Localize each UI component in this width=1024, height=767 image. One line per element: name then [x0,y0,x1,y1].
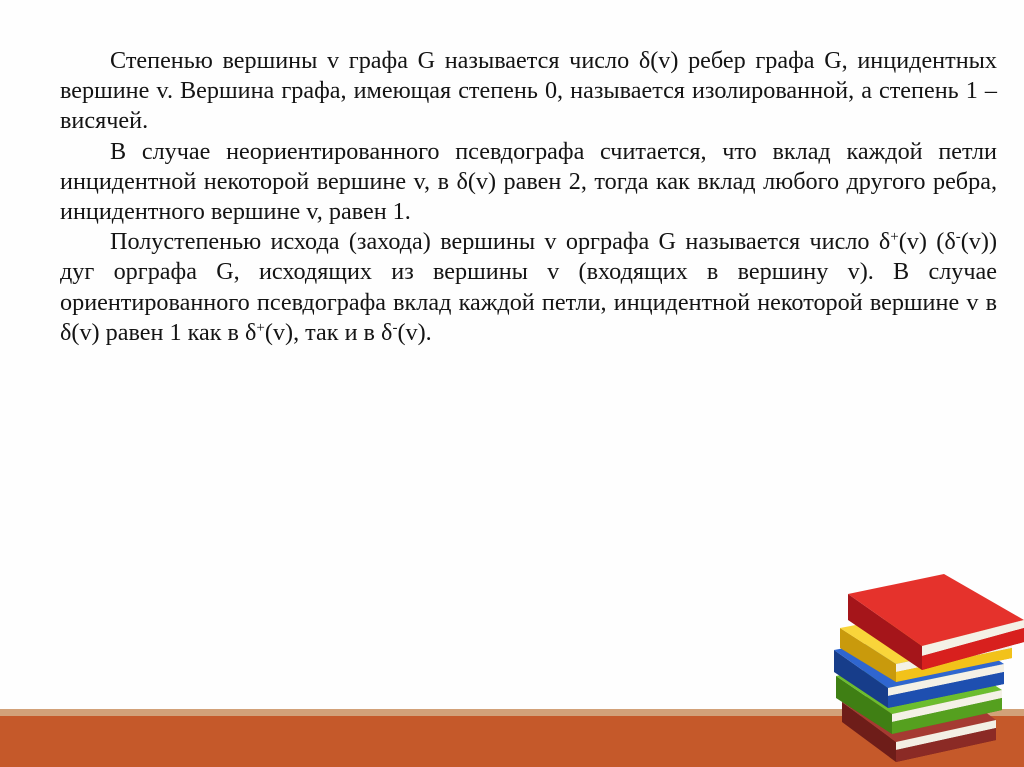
paragraph-3-text-4: (v), так и в δ [264,318,393,346]
superscript-minus: - [392,319,398,336]
paragraph-3-text-5: (v). [397,318,432,346]
body-text [60,46,997,348]
superscript-plus: + [890,228,899,245]
superscript-minus: - [955,228,961,245]
paragraph-2 [60,137,997,228]
paragraph-2-text: В случае неориентированного псевдографа считается, что вклад каждой петли инцидентной некоторой вершине v, в δ(v) равен 2, тогда как вклад любого другого ребра, инцидентного вершине v, равен 1. [60,137,997,226]
paragraph-1 [60,46,997,137]
paragraph-3-text-3: (v)) дуг орграфа G, исходящих из вершины v (входящих в вершину v). В случае ориентированного псевдографа вклад каждой петли, инцидентной некоторой вершине v в δ(v) равен 1 как в δ [60,228,998,346]
paragraph-1-text: Степенью вершины v графа G называется число δ(v) ребер графа G, инцидентных вершине v. Вершина графа, имеющая степень 0, называется изолированной, а степень 1 – висячей. [60,47,997,135]
superscript-plus: + [256,319,265,336]
stack-of-books-icon [826,572,1024,767]
paragraph-3-text-1: Полустепенью исхода (захода) вершины v орграфа G называется число δ [110,228,891,256]
paragraph-3 [60,227,997,348]
paragraph-3-text-2: (v) (δ [898,228,956,256]
